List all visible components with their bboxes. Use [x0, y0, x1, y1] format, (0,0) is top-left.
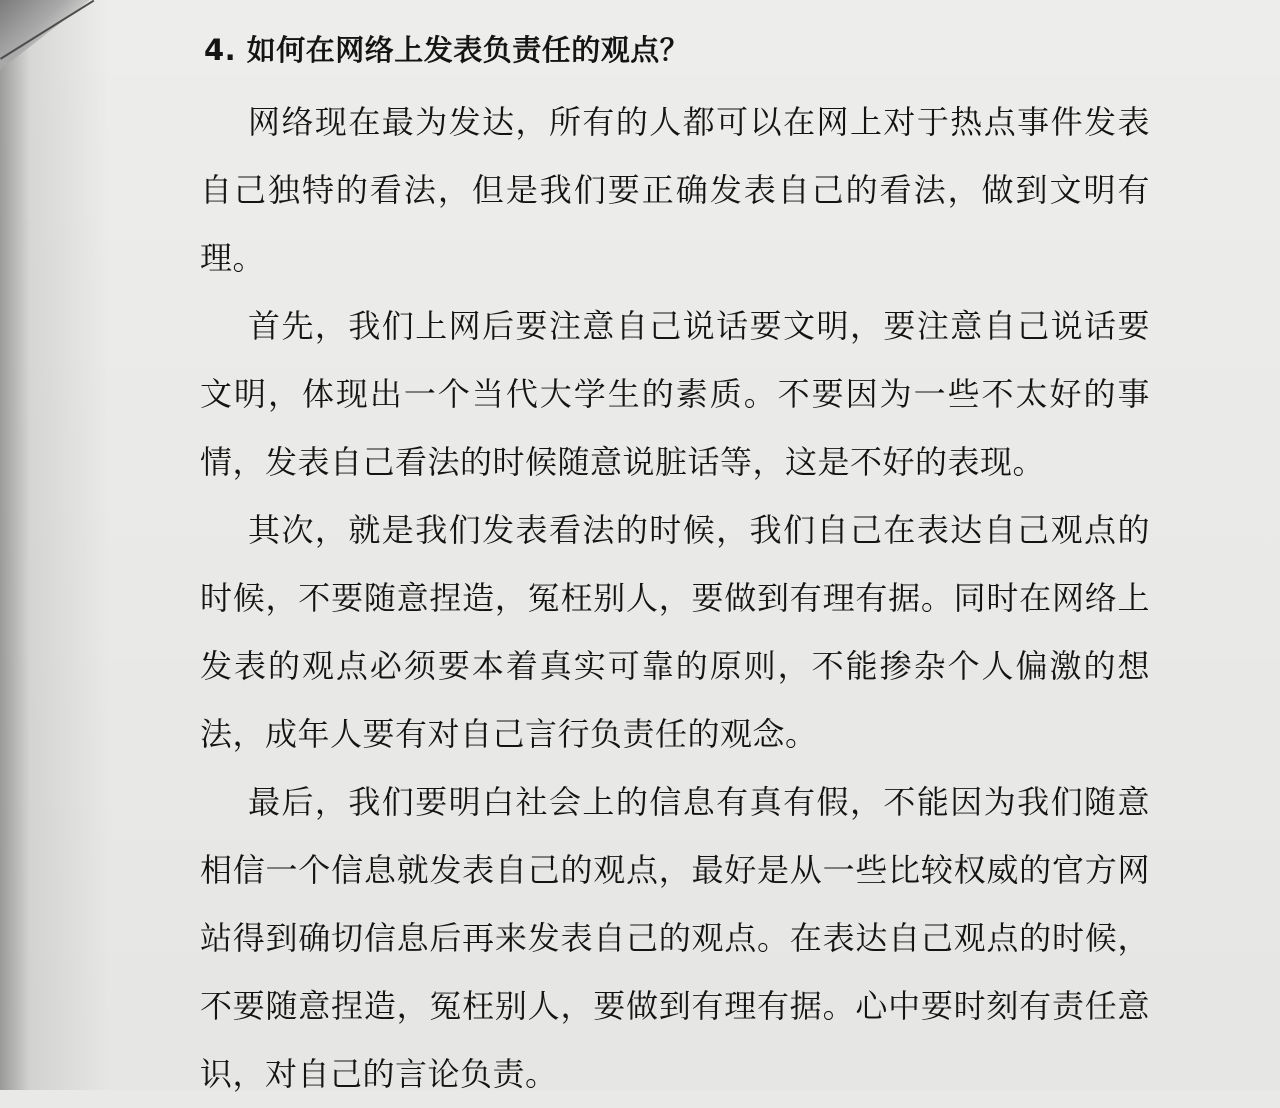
section-heading: 4. 如何在网络上发表负责任的观点？ [204, 33, 690, 67]
paragraph-last: 最后，我们要明白社会上的信息有真有假，不能因为我们随意相信一个信息就发表自己的观点，最好是从一些比较权威的官方网站得到确切信息后再来发表自己的观点。在表达自己观点的时候，不要随意捏造，冤枉别人，要做到有理有据。心中要时刻有责任意识，对自己的言论负责。 [200, 783, 1150, 1093]
document-body [200, 28, 1150, 1108]
paragraph-second: 其次，就是我们发表看法的时候，我们自己在表达自己观点的时候，不要随意捏造，冤枉别人，要做到有理有据。同时在网络上发表的观点必须要本着真实可靠的原则，不能掺杂个人偏激的想法，成年人要有对自己言行负责任的观念。 [200, 511, 1150, 753]
paragraph-intro: 网络现在最为发达，所有的人都可以在网上对于热点事件发表自己独特的看法，但是我们要正确发表自己的看法，做到文明有理。 [200, 103, 1150, 277]
paragraph-first: 首先，我们上网后要注意自己说话要文明，要注意自己说话要文明，体现出一个当代大学生的素质。不要因为一些不太好的事情，发表自己看法的时候随意说脏话等，这是不好的表现。 [200, 307, 1150, 481]
